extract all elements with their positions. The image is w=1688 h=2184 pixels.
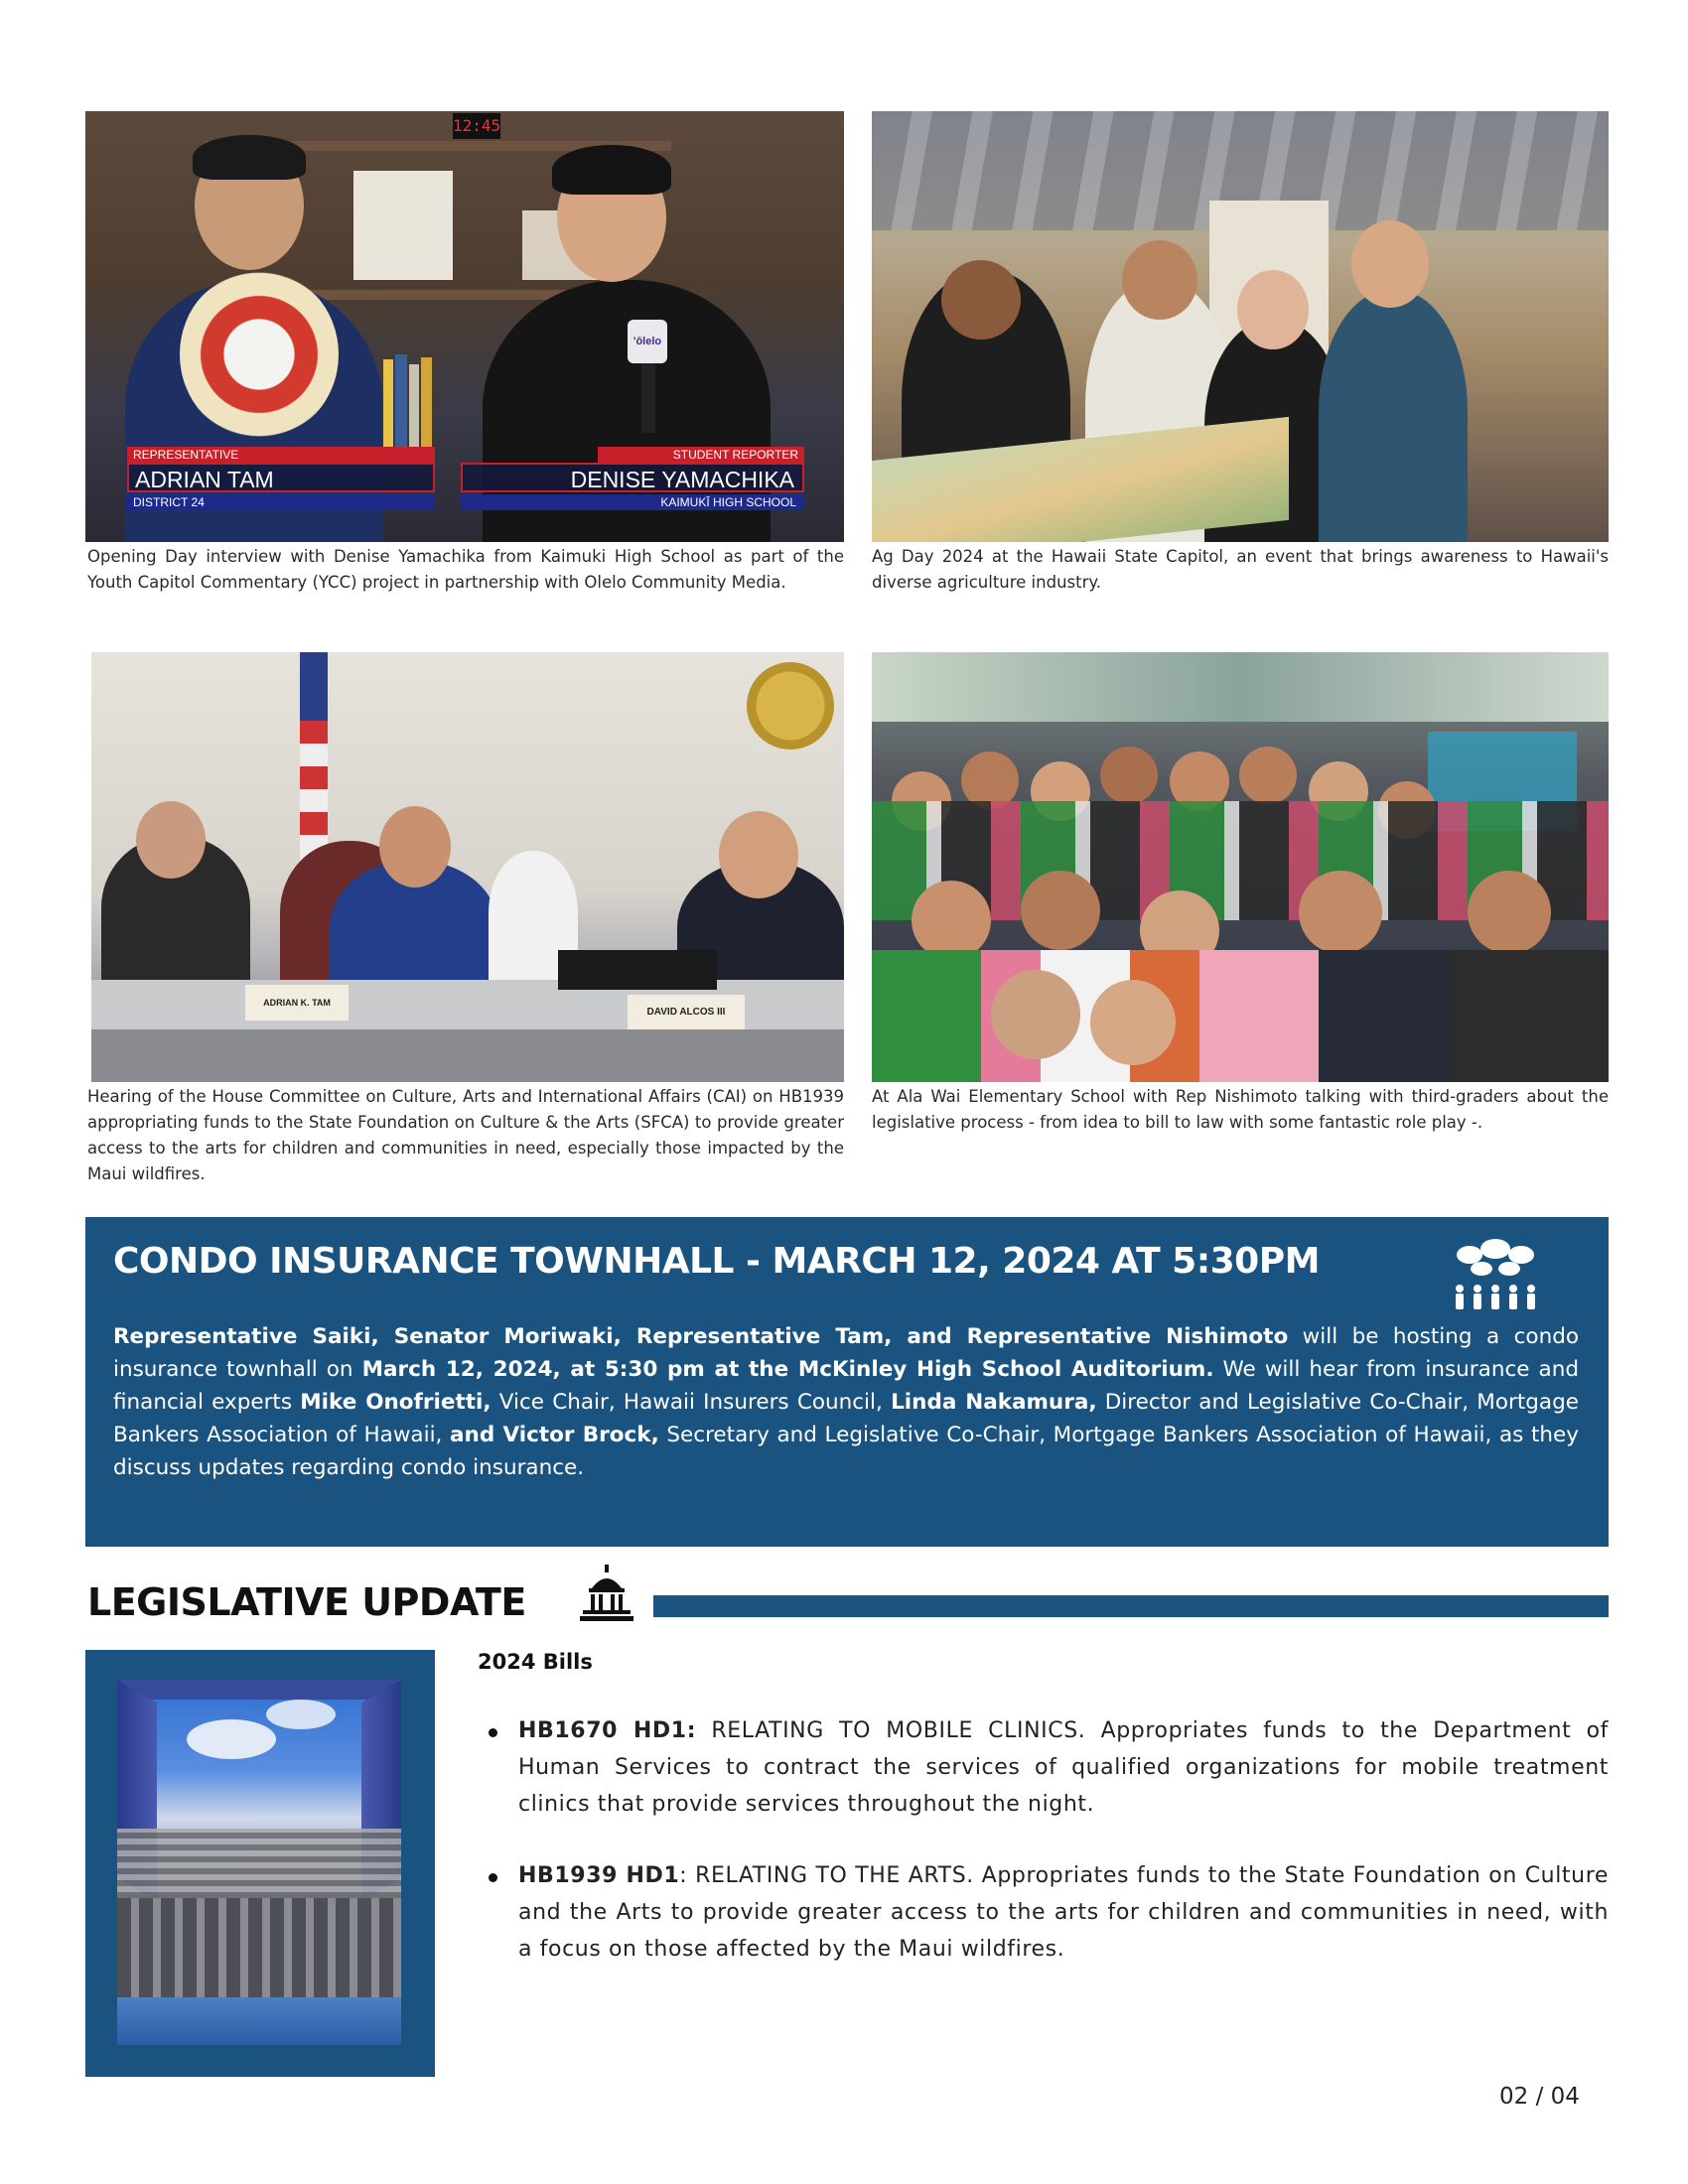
meeting-icon [1448,1237,1543,1312]
rep-name-plate: ADRIAN TAM [127,463,435,492]
rep-district-plate: DISTRICT 24 [127,494,435,510]
bullet-icon [489,1728,497,1737]
capitol-photo-frame [85,1650,435,2077]
townhall-date-location: March 12, 2024, at 5:30 pm at the McKinley High School Auditorium. [361,1357,1214,1382]
rep-title-tag: REPRESENTATIVE [127,447,435,463]
expert-role: Director and Legislative Co-Chair, Mortgage Bankers Association of Hawaii, [113,1390,1579,1447]
interview-photo [85,111,844,542]
hearing-photo [91,652,844,1082]
townhall-banner [85,1217,1609,1547]
page-number: 02 / 04 [1499,2084,1580,2110]
reporter-name-plate: DENISE YAMACHIKA [461,463,804,492]
students-photo [872,652,1609,1082]
townhall-description [113,1320,1579,1484]
expert-name: Linda Nakamura, [891,1390,1097,1415]
state-seal [747,662,834,750]
bill-id: HB1939 HD1 [518,1863,680,1888]
bill-item [518,1712,1609,1823]
ag-day-caption: Ag Day 2024 at the Hawaii State Capitol, an event that brings awareness to Hawaii's diverse agriculture industry. [872,547,1609,592]
olelo-mic-logo: 'ōlelo [628,320,667,363]
capitol-building-icon [580,1565,633,1622]
section-divider-bar [653,1595,1609,1617]
bill-description: : RELATING TO THE ARTS. Appropriates funds to the State Foundation on Culture and the Arts to provide greater access to the arts for children and communities in need, with a focus on those affected by the Maui wildfires. [518,1863,1609,1962]
bills-heading: 2024 Bills [478,1650,593,1674]
townhall-title: CONDO INSURANCE TOWNHALL - MARCH 12, 2024 AT 5:30PM [113,1241,1320,1282]
reporter-school-plate: KAIMUKĪ HIGH SCHOOL [461,494,804,510]
ag-day-photo [872,111,1609,542]
expert-role: Vice Chair, Hawaii Insurers Council, [491,1390,892,1415]
interview-caption: Opening Day interview with Denise Yamachika from Kaimuki High School as part of the Youth Capitol Commentary (YCC) project in partnership with Olelo Community Media. [87,547,844,592]
bill-id: HB1670 HD1: [518,1718,697,1743]
wall-clock: 12:45 [453,113,500,139]
students-caption: At Ala Wai Elementary School with Rep Nishimoto talking with third-graders about the legislative process - from idea to bill to law with some fantastic role play -. [872,1087,1609,1132]
townhall-hosts: Representative Saiki, Senator Moriwaki, Representative Tam, and Representative Nishimoto [113,1324,1289,1349]
legislative-update-title: LEGISLATIVE UPDATE [87,1580,526,1624]
capitol-photo [117,1680,401,2045]
bullet-icon [489,1873,497,1882]
placard-left: ADRIAN K. TAM [245,985,349,1021]
expert-name: and Victor Brock, [450,1423,659,1447]
placard-right: DAVID ALCOS III [628,995,745,1030]
bill-description: RELATING TO MOBILE CLINICS. Appropriates funds to the Department of Human Services to contract the services of qualified organizations for mobile treatment clinics that provide services throughout the night. [518,1718,1609,1817]
expert-role: Secretary and Legislative Co-Chair, Mortgage Bankers Association of Hawaii, as they discuss updates regarding condo insurance. [113,1423,1579,1480]
townhall-text: will be hosting a condo insurance townhall on [113,1324,1579,1382]
hearing-caption: Hearing of the House Committee on Culture, Arts and International Affairs (CAI) on HB1939 appropriating funds to the State Foundation on Culture & the Arts (SFCA) to provide greater access to the arts for children and communities in need, especially those impacted by the Maui wildfires. [87,1087,844,1183]
townhall-text: We will hear from insurance and financial experts [113,1357,1579,1415]
reporter-title-tag: STUDENT REPORTER [598,447,804,463]
bill-item [518,1857,1609,1968]
expert-name: Mike Onofrietti, [300,1390,492,1415]
